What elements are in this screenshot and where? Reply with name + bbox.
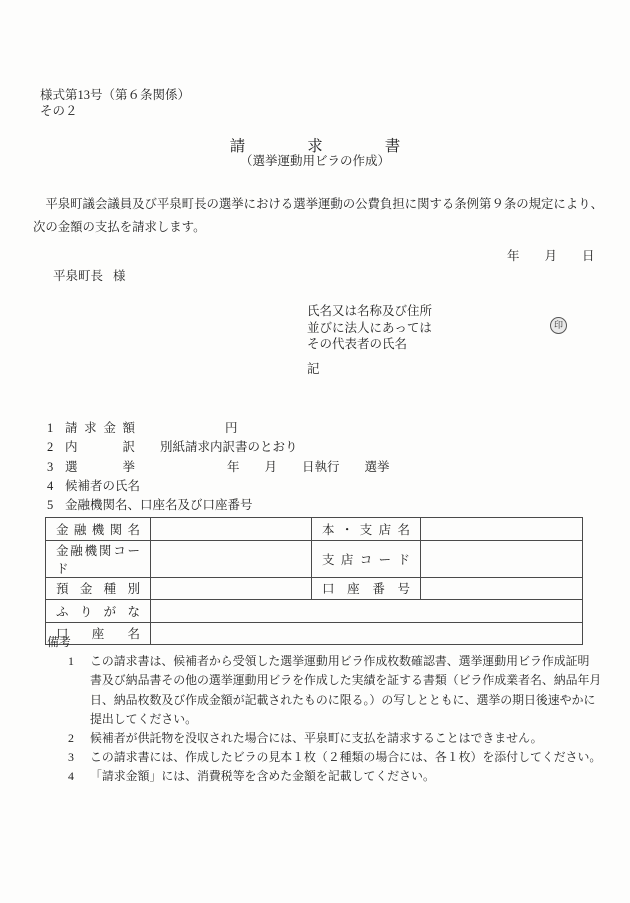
remark-item-1 bbox=[47, 652, 601, 729]
item-value: 年 月 日執行 選挙 bbox=[227, 459, 390, 474]
claimant-name-block bbox=[307, 303, 432, 353]
item-number: 5 bbox=[47, 498, 54, 513]
paragraph-line-1: 平泉町議会議員及び平泉町長の選挙における選挙運動の公費負担に関する条例第９条の規定により、 bbox=[33, 197, 603, 211]
cell-branch-code-label: 支店コード bbox=[312, 540, 421, 577]
item-bank-account-info bbox=[47, 496, 390, 515]
name-label-line-2: 並びに法人にあっては bbox=[307, 320, 432, 335]
item-election bbox=[47, 458, 390, 477]
item-label: 候補者の氏名 bbox=[65, 478, 141, 493]
ki-divider: 記 bbox=[307, 362, 320, 376]
remarks-heading: 備考 bbox=[47, 635, 71, 649]
remark-line: 提出してください。 bbox=[90, 711, 198, 726]
table-row bbox=[46, 540, 583, 577]
cell-bank-name-value bbox=[151, 518, 312, 541]
form-part: その２ bbox=[40, 104, 78, 118]
addressee-line bbox=[53, 269, 126, 284]
document-title: 請 求 書 bbox=[229, 138, 401, 155]
cell-deposit-type-value bbox=[151, 577, 312, 600]
opening-paragraph bbox=[33, 193, 613, 238]
remark-line: 日、納品枚数及び作成金額が記載されたものに限る。）の写しとともに、選挙の期日後速やかに bbox=[90, 692, 596, 707]
cell-branch-code-value bbox=[421, 540, 583, 577]
name-label-line-1: 氏名又は名称及び住所 bbox=[307, 304, 433, 318]
item-claim-amount bbox=[47, 419, 390, 438]
item-number: 1 bbox=[47, 421, 54, 435]
item-value: 別紙請求内訳書のとおり bbox=[160, 440, 298, 455]
remark-number: 1 bbox=[68, 654, 74, 669]
item-number: 3 bbox=[47, 459, 54, 474]
remark-number: 4 bbox=[68, 769, 74, 784]
remark-line: 候補者が供託物を没収された場合には、平泉町に支払を請求することはできません。 bbox=[90, 730, 543, 745]
table-row bbox=[46, 518, 583, 541]
name-label-line-3: その代表者の氏名 bbox=[307, 337, 408, 351]
document-subtitle: （選挙運動用ビラの作成） bbox=[239, 154, 390, 168]
remark-item-4 bbox=[47, 767, 601, 786]
item-number: 4 bbox=[47, 478, 54, 493]
remark-number: 2 bbox=[68, 730, 74, 745]
addressee-honorific: 様 bbox=[113, 269, 126, 283]
table-row bbox=[46, 600, 583, 623]
cell-bank-name-label: 金融機関名 bbox=[46, 518, 151, 541]
remark-number: 3 bbox=[68, 750, 74, 765]
addressee-name: 平泉町長 bbox=[53, 269, 104, 283]
remark-item-3 bbox=[47, 748, 601, 767]
item-value: 円 bbox=[225, 421, 238, 435]
cell-branch-name-value bbox=[421, 518, 583, 541]
item-candidate-name bbox=[47, 477, 390, 496]
cell-bank-code-label: 金融機関コード bbox=[46, 540, 151, 577]
item-label: 請求金額 bbox=[65, 421, 135, 435]
table-row bbox=[46, 577, 583, 600]
request-items-list bbox=[47, 419, 390, 515]
cell-account-number-label: 口座番号 bbox=[312, 577, 421, 600]
bank-account-table bbox=[45, 517, 583, 645]
remark-line: この請求書には、作成したビラの見本１枚（２種類の場合には、各１枚）を添付してください。 bbox=[90, 750, 602, 765]
remarks-section bbox=[47, 633, 601, 787]
cell-branch-name-label: 本・支店名 bbox=[312, 518, 421, 541]
date-line: 年 月 日 bbox=[507, 249, 595, 263]
cell-account-number-value bbox=[421, 577, 583, 600]
cell-furigana-value bbox=[151, 600, 583, 623]
remark-line: この請求書は、候補者から受領した選挙運動用ビラ作成枚数確認書、選挙運動用ビラ作成証明 bbox=[90, 654, 590, 669]
remark-item-2 bbox=[47, 729, 601, 748]
item-label: 内訳 bbox=[65, 440, 135, 455]
seal-icon: 印 bbox=[550, 317, 567, 334]
item-label: 金融機関名、口座名及び口座番号 bbox=[65, 498, 253, 513]
cell-furigana-label: ふりがな bbox=[46, 600, 151, 623]
item-number: 2 bbox=[47, 440, 54, 455]
item-label: 選挙 bbox=[65, 459, 135, 474]
cell-bank-code-value bbox=[151, 540, 312, 577]
cell-account-name-label: 口座名 bbox=[46, 622, 151, 645]
remark-line: 書及び納品書その他の選挙運動用ビラを作成した実績を証する書類（ビラ作成業者名、納品年月 bbox=[90, 673, 602, 688]
item-breakdown bbox=[47, 438, 390, 457]
form-number: 様式第13号（第６条関係） bbox=[40, 88, 191, 102]
remark-line: 「請求金額」には、消費税等を含めた金額を記載してください。 bbox=[90, 769, 435, 784]
cell-deposit-type-label: 預金種別 bbox=[46, 577, 151, 600]
paragraph-line-2: 次の金額の支払を請求します。 bbox=[33, 219, 206, 234]
